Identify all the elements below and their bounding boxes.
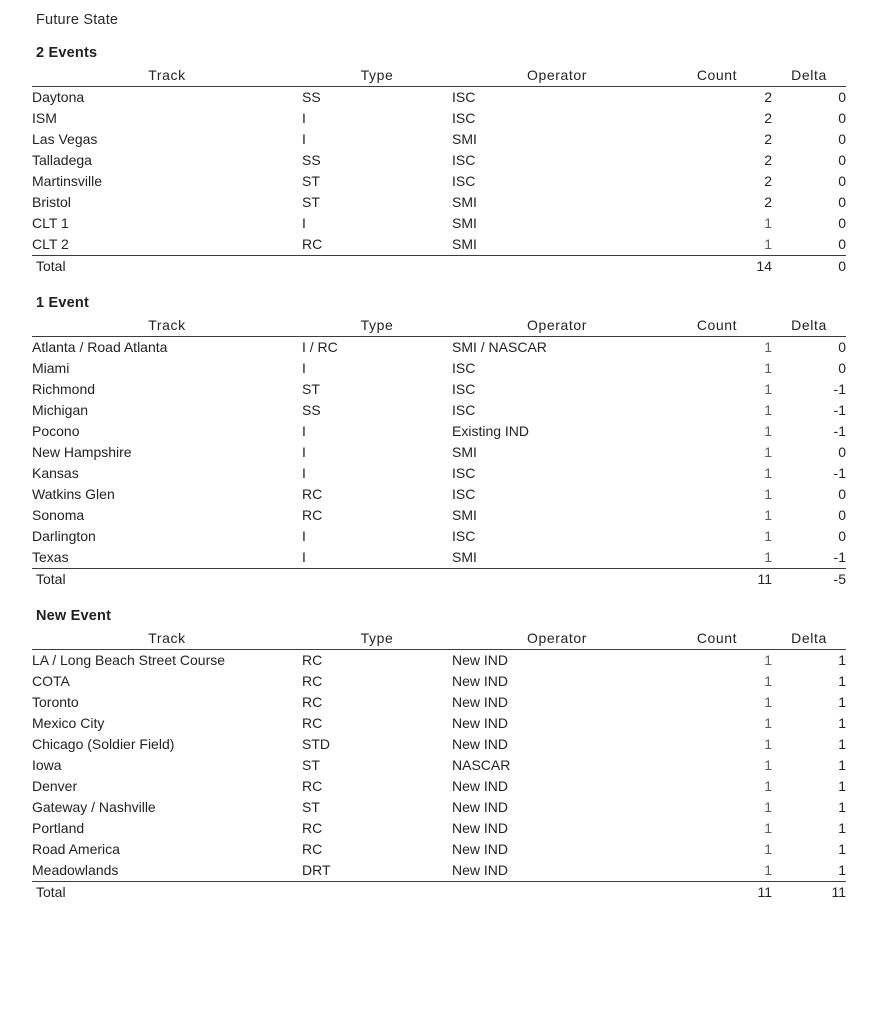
cell-count: 2 [764, 89, 772, 105]
table-row [32, 442, 846, 463]
cell-track: Darlington [32, 528, 96, 544]
header-row [32, 315, 846, 337]
column-header-delta: Delta [772, 65, 846, 87]
section-new-event [32, 608, 850, 903]
section-1-event [32, 295, 850, 590]
cell-delta: 0 [838, 486, 846, 502]
cell-count: 1 [764, 757, 772, 773]
column-header-count: Count [662, 628, 772, 650]
table-header [32, 628, 846, 650]
cell-track: Denver [32, 778, 78, 794]
cell-count: 1 [764, 820, 772, 836]
cell-type: DRT [302, 860, 452, 882]
cell-type: SS [302, 402, 321, 418]
total-row [32, 882, 846, 904]
cell-delta: 0 [838, 194, 846, 210]
cell-count: 1 [764, 339, 772, 355]
page-title: Future State [36, 12, 119, 28]
total-delta: -5 [833, 571, 846, 587]
header-row [32, 628, 846, 650]
cell-track: Talladega [32, 152, 92, 168]
cell-track: Michigan [32, 402, 89, 418]
cell-type: I [302, 547, 452, 569]
cell-type: SS [302, 89, 321, 105]
column-header-track: Track [32, 65, 302, 87]
cell-type: I [302, 360, 306, 376]
cell-count: 1 [764, 736, 772, 752]
total-delta: 11 [831, 884, 846, 900]
table-row [32, 797, 846, 818]
cell-operator: ISC [452, 152, 476, 168]
cell-count: 1 [764, 215, 772, 231]
cell-delta: 1 [838, 694, 846, 710]
cell-type: RC [302, 652, 323, 668]
cell-count: 1 [764, 715, 772, 731]
table-row [32, 379, 846, 400]
cell-delta: 1 [838, 757, 846, 773]
cell-track: Mexico City [32, 715, 105, 731]
cell-count: 1 [764, 778, 772, 794]
cell-delta: 0 [838, 152, 846, 168]
cell-delta: 1 [838, 778, 846, 794]
cell-operator: ISC [452, 528, 476, 544]
cell-operator: SMI [452, 507, 477, 523]
table-row [32, 171, 846, 192]
cell-delta: 0 [772, 234, 846, 256]
table-row [32, 421, 846, 442]
cell-type: I [302, 528, 306, 544]
cell-delta: -1 [833, 381, 846, 397]
cell-operator: SMI [452, 234, 662, 256]
cell-delta: 0 [838, 360, 846, 376]
cell-type: I [302, 423, 306, 439]
column-header-operator: Operator [452, 628, 662, 650]
cell-type: ST [302, 757, 320, 773]
cell-track: Pocono [32, 423, 80, 439]
cell-type: I / RC [302, 339, 338, 355]
cell-type: RC [302, 486, 323, 502]
column-header-count: Count [662, 315, 772, 337]
cell-track: Las Vegas [32, 131, 98, 147]
section-heading: 2 Events [36, 45, 98, 61]
cell-operator: New IND [452, 860, 662, 882]
cell-operator: Existing IND [452, 423, 530, 439]
cell-track: Gateway / Nashville [32, 799, 156, 815]
table-row [32, 692, 846, 713]
cell-track: Martinsville [32, 173, 103, 189]
table-row [32, 192, 846, 213]
cell-type: RC [302, 694, 323, 710]
table-row [32, 484, 846, 505]
cell-operator: New IND [452, 715, 509, 731]
cell-track: Bristol [32, 194, 71, 210]
total-label: Total [36, 258, 66, 274]
section-2-events [32, 45, 850, 277]
cell-track: Atlanta / Road Atlanta [32, 339, 168, 355]
cell-operator: New IND [452, 736, 509, 752]
table-row [32, 526, 846, 547]
cell-count: 2 [764, 152, 772, 168]
table-row [32, 547, 846, 569]
cell-operator: New IND [452, 778, 509, 794]
cell-operator: New IND [452, 694, 509, 710]
table-body [32, 87, 846, 278]
cell-operator: ISC [452, 402, 476, 418]
cell-delta: 1 [838, 820, 846, 836]
cell-delta: 0 [838, 173, 846, 189]
table-row [32, 734, 846, 755]
cell-type: RC [302, 820, 323, 836]
cell-delta: 0 [838, 339, 846, 355]
cell-count: 1 [764, 673, 772, 689]
total-label: Total [36, 571, 66, 587]
cell-delta: 1 [838, 673, 846, 689]
table-row [32, 713, 846, 734]
cell-count: 1 [764, 402, 772, 418]
cell-count: 1 [764, 528, 772, 544]
cell-track: Portland [32, 820, 85, 836]
table-header [32, 315, 846, 337]
cell-count: 1 [764, 507, 772, 523]
cell-type: ST [302, 194, 320, 210]
cell-delta: 0 [838, 528, 846, 544]
cell-delta: 0 [838, 444, 846, 460]
cell-track: Meadowlands [32, 860, 302, 882]
cell-operator: New IND [452, 841, 509, 857]
total-count: 11 [757, 884, 772, 900]
cell-delta: 0 [838, 215, 846, 231]
cell-type: ST [302, 799, 320, 815]
cell-track: CLT 1 [32, 215, 69, 231]
column-header-type: Type [302, 315, 452, 337]
cell-delta: -1 [833, 423, 846, 439]
cell-track: ISM [32, 110, 57, 126]
table-row [32, 818, 846, 839]
cell-count: 1 [662, 547, 772, 569]
cell-track: Richmond [32, 381, 96, 397]
events-table [32, 315, 846, 590]
table-body [32, 337, 846, 591]
cell-operator: NASCAR [452, 757, 511, 773]
cell-track: Kansas [32, 465, 79, 481]
cell-type: I [302, 465, 306, 481]
cell-delta: 1 [838, 715, 846, 731]
cell-track: LA / Long Beach Street Course [32, 652, 226, 668]
cell-operator: ISC [452, 486, 476, 502]
cell-count: 1 [764, 444, 772, 460]
cell-delta: -1 [833, 465, 846, 481]
cell-delta: 0 [838, 89, 846, 105]
table-row [32, 108, 846, 129]
cell-delta: 0 [838, 110, 846, 126]
cell-type: STD [302, 736, 330, 752]
cell-delta: 1 [838, 736, 846, 752]
cell-count: 1 [662, 234, 772, 256]
total-type [302, 569, 452, 591]
cell-operator: ISC [452, 381, 476, 397]
table-row [32, 150, 846, 171]
column-header-type: Type [302, 628, 452, 650]
cell-operator: New IND [452, 799, 509, 815]
cell-type: RC [302, 715, 323, 731]
cell-track: Sonoma [32, 507, 85, 523]
cell-count: 1 [764, 799, 772, 815]
cell-operator: New IND [452, 652, 509, 668]
cell-delta: 0 [838, 507, 846, 523]
cell-type: SS [302, 152, 321, 168]
cell-delta: 1 [772, 860, 846, 882]
cell-track: Iowa [32, 757, 62, 773]
cell-count: 1 [764, 486, 772, 502]
table-row [32, 358, 846, 379]
table-body [32, 650, 846, 904]
cell-delta: 0 [838, 131, 846, 147]
cell-count: 1 [764, 841, 772, 857]
events-table [32, 65, 846, 277]
cell-track: Road America [32, 841, 120, 857]
section-heading: 1 Event [36, 295, 89, 311]
table-row [32, 505, 846, 526]
total-operator [452, 882, 662, 904]
column-header-delta: Delta [772, 315, 846, 337]
table-row [32, 129, 846, 150]
cell-delta: -1 [833, 402, 846, 418]
cell-type: RC [302, 507, 323, 523]
cell-type: ST [302, 381, 320, 397]
cell-operator: New IND [452, 673, 509, 689]
table-row [32, 755, 846, 776]
cell-operator: SMI [452, 547, 662, 569]
cell-track: New Hampshire [32, 444, 132, 460]
cell-type: RC [302, 234, 452, 256]
table-header [32, 65, 846, 87]
total-operator [452, 256, 662, 278]
cell-operator: SMI [452, 444, 477, 460]
total-row [32, 256, 846, 278]
cell-count: 1 [662, 860, 772, 882]
cell-type: RC [302, 778, 323, 794]
cell-count: 2 [764, 194, 772, 210]
cell-count: 1 [764, 694, 772, 710]
cell-operator: New IND [452, 820, 509, 836]
cell-operator: SMI [452, 215, 477, 231]
table-row [32, 234, 846, 256]
total-label: Total [36, 884, 66, 900]
table-row [32, 860, 846, 882]
table-row [32, 839, 846, 860]
column-header-operator: Operator [452, 315, 662, 337]
section-heading: New Event [36, 608, 112, 624]
cell-track: Chicago (Soldier Field) [32, 736, 175, 752]
table-row [32, 337, 846, 359]
cell-type: I [302, 131, 306, 147]
cell-type: ST [302, 173, 320, 189]
column-header-type: Type [302, 65, 452, 87]
total-count: 11 [757, 571, 772, 587]
cell-track: Toronto [32, 694, 79, 710]
cell-delta: 1 [838, 799, 846, 815]
column-header-count: Count [662, 65, 772, 87]
cell-operator: SMI / NASCAR [452, 339, 547, 355]
total-type [302, 256, 452, 278]
cell-delta: 1 [838, 841, 846, 857]
table-row [32, 671, 846, 692]
cell-track: Texas [32, 547, 302, 569]
cell-operator: ISC [452, 89, 476, 105]
total-count: 14 [756, 258, 772, 274]
cell-count: 1 [764, 465, 772, 481]
table-row [32, 776, 846, 797]
cell-count: 1 [764, 381, 772, 397]
cell-delta: 1 [838, 652, 846, 668]
table-row [32, 87, 846, 109]
total-type [302, 882, 452, 904]
column-header-operator: Operator [452, 65, 662, 87]
cell-count: 1 [764, 423, 772, 439]
cell-track: Daytona [32, 89, 85, 105]
cell-type: I [302, 110, 306, 126]
cell-type: I [302, 444, 306, 460]
events-table [32, 628, 846, 903]
cell-operator: ISC [452, 110, 476, 126]
cell-operator: ISC [452, 360, 476, 376]
total-row [32, 569, 846, 591]
column-header-track: Track [32, 315, 302, 337]
cell-track: Miami [32, 360, 70, 376]
table-row [32, 213, 846, 234]
column-header-delta: Delta [772, 628, 846, 650]
table-row [32, 650, 846, 672]
header-row [32, 65, 846, 87]
total-operator [452, 569, 662, 591]
cell-operator: ISC [452, 173, 476, 189]
table-row [32, 400, 846, 421]
cell-count: 2 [764, 131, 772, 147]
cell-count: 1 [764, 360, 772, 376]
cell-track: CLT 2 [32, 234, 302, 256]
cell-count: 2 [764, 110, 772, 126]
cell-track: Watkins Glen [32, 486, 115, 502]
cell-type: RC [302, 841, 323, 857]
table-row [32, 463, 846, 484]
cell-operator: SMI [452, 194, 477, 210]
cell-track: COTA [32, 673, 70, 689]
cell-operator: SMI [452, 131, 477, 147]
cell-delta: -1 [772, 547, 846, 569]
cell-operator: ISC [452, 465, 476, 481]
total-delta: 0 [838, 258, 846, 274]
column-header-track: Track [32, 628, 302, 650]
cell-count: 2 [764, 173, 772, 189]
cell-type: I [302, 215, 306, 231]
cell-type: RC [302, 673, 323, 689]
cell-count: 1 [764, 652, 772, 668]
